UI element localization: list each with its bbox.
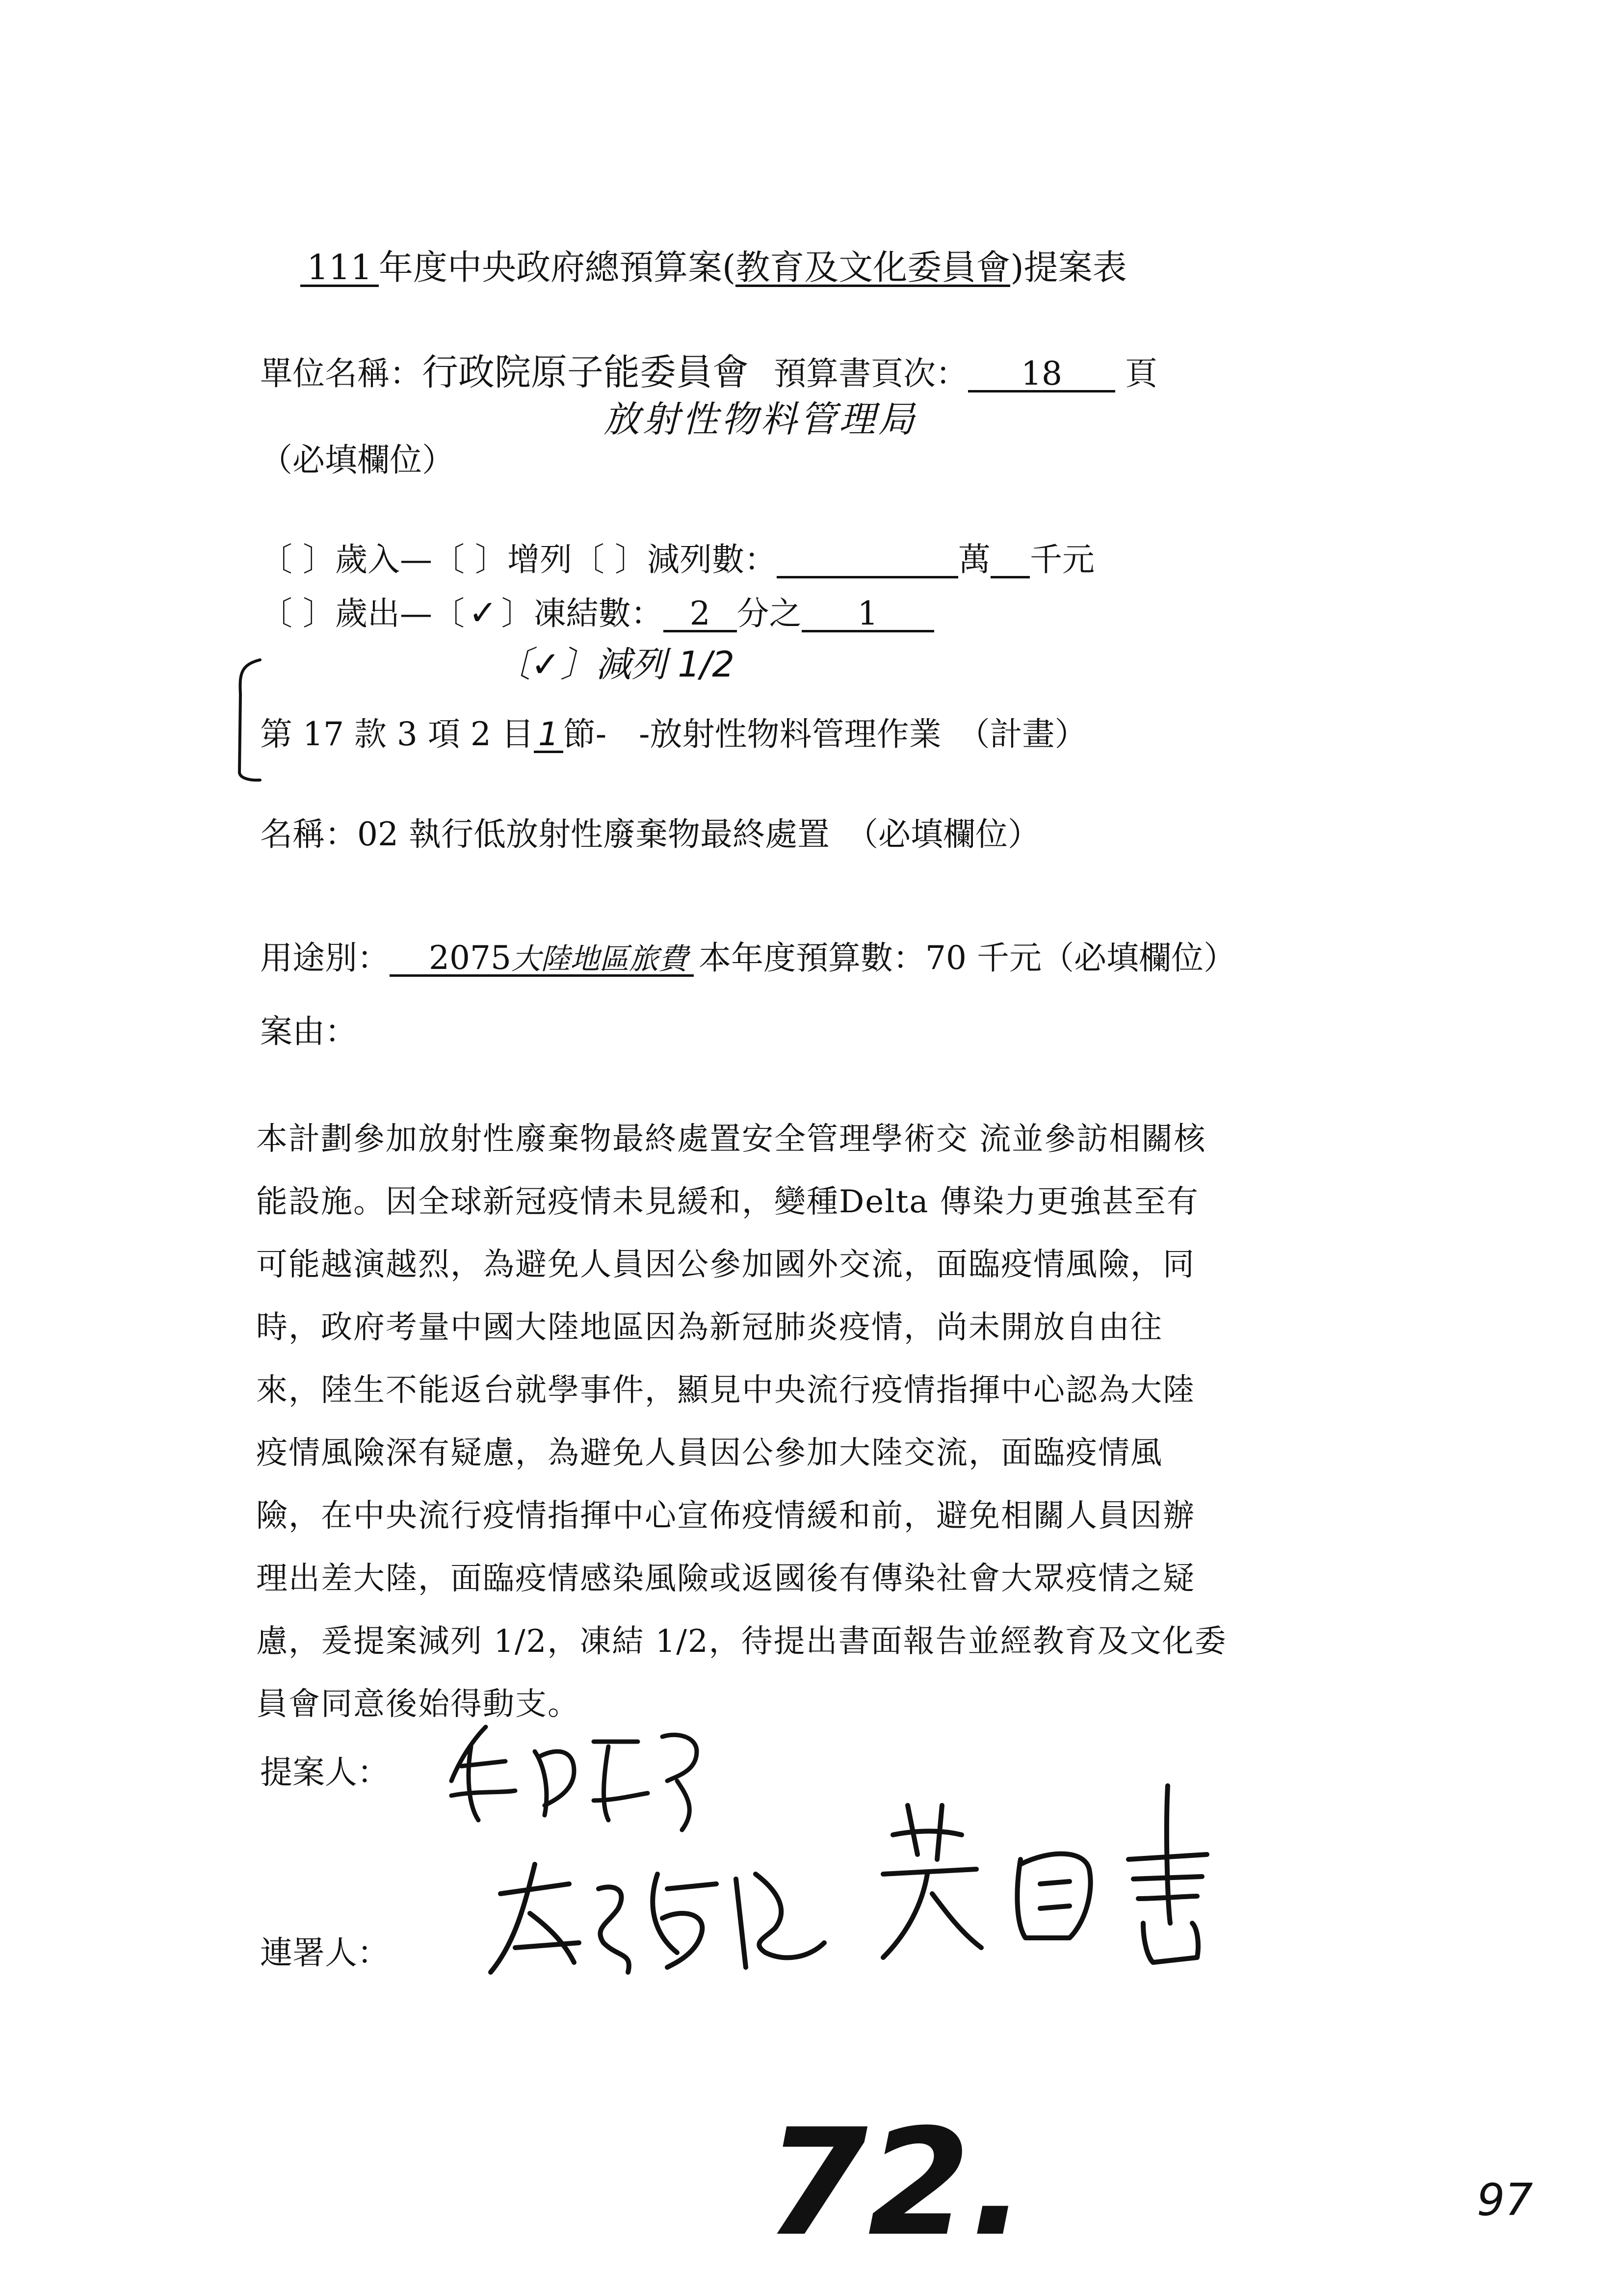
program-line xyxy=(260,715,1087,753)
reason-line: 能設施。因全球新冠疫情未見緩和，變種Delta 傳染力更強甚至有 xyxy=(256,1184,1199,1220)
reason-line: 可能越演越烈，為避免人員因公參加國外交流，面臨疫情風險，同 xyxy=(256,1247,1195,1283)
expense-prefix: 〔 〕歲出—〔 xyxy=(260,595,465,632)
usage-hand: 大陸地區旅費 xyxy=(511,942,688,976)
usage-code-field xyxy=(390,939,694,977)
expense-line xyxy=(260,593,934,633)
program-section-hand: 1 xyxy=(534,718,563,753)
corner-page-number: 97 xyxy=(1477,2174,1533,2226)
reason-line: 時，政府考量中國大陸地區因為新冠肺炎疫情，尚未開放自由往 xyxy=(256,1309,1163,1346)
page-label: 預算書頁次： xyxy=(773,355,968,392)
revenue-line xyxy=(260,541,1095,578)
reason-line: 理出差大陸，面臨疫情感染風險或返國後有傳染社會大眾疫情之疑 xyxy=(256,1561,1195,1597)
expense-checkmark: ✓ xyxy=(468,593,498,633)
cosigner-label: 連署人： xyxy=(260,1934,390,1972)
unit-name: 行政院原子能委員會 xyxy=(422,351,749,393)
reason-label: 案由： xyxy=(260,1013,357,1050)
page-unit: 頁 xyxy=(1125,355,1157,392)
required-note: （必填欄位） xyxy=(260,441,454,479)
handwritten-subunit: 放射性物料管理局 xyxy=(603,398,917,441)
handwritten-cut-note: 〔✓〕減列 1/2 xyxy=(496,644,735,685)
title-suffix: )提案表 xyxy=(1010,247,1127,287)
freeze-numerator: 2 xyxy=(663,598,737,632)
revenue-blank xyxy=(777,544,958,578)
usage-label: 用途別： xyxy=(260,939,390,977)
freeze-mid: 分之 xyxy=(736,595,802,632)
project-name: 名稱：02 執行低放射性廢棄物最終處置 （必填欄位） xyxy=(260,815,1040,853)
proposer-signature xyxy=(432,1707,746,1835)
title-prefix: 年度中央政府總預算案( xyxy=(379,247,736,287)
title-year: 111 xyxy=(300,250,379,287)
freeze-denominator: 1 xyxy=(802,598,934,632)
reason-line: 來，陸生不能返台就學事件，顯見中央流行疫情指揮中心認為大陸 xyxy=(256,1372,1195,1409)
handwritten-page-number: 72. xyxy=(765,2097,1026,2269)
expense-freeze: 〕凍結數： xyxy=(501,595,663,632)
revenue-wan: 萬 xyxy=(958,541,991,578)
reason-line: 慮，爰提案減列 1/2，凍結 1/2，待提出書面報告並經教育及文化委 xyxy=(256,1623,1227,1660)
revenue-options: 〔 〕歲入—〔 〕增列〔 〕減列數： xyxy=(260,541,777,578)
document-title xyxy=(300,247,1127,287)
cosigner-signature-2 xyxy=(854,1776,1227,1972)
cosigner-signature-1 xyxy=(471,1845,844,1992)
proposer-label: 提案人： xyxy=(260,1753,390,1791)
reason-line: 員會同意後始得動支。 xyxy=(256,1686,580,1722)
unit-label: 單位名稱： xyxy=(260,355,422,392)
revenue-blank-2 xyxy=(991,544,1030,578)
unit-line xyxy=(260,351,1157,393)
reason-body xyxy=(256,1114,1453,1742)
revenue-qian: 千元 xyxy=(1029,541,1095,578)
program-section-rest: 節- -放射性物料管理作業 （計畫） xyxy=(563,715,1087,753)
program-code: 第 17 款 3 項 2 目 xyxy=(260,715,534,753)
title-committee: 教育及文化委員會 xyxy=(735,247,1011,287)
usage-budget: 本年度預算數：70 千元（必填欄位） xyxy=(699,939,1236,977)
budget-page-number: 18 xyxy=(968,358,1115,392)
reason-line: 本計劃參加放射性廢棄物最終處置安全管理學術交 流並參訪相關核 xyxy=(256,1121,1206,1157)
usage-code: 2075 xyxy=(429,939,511,977)
usage-line xyxy=(260,939,1236,977)
reason-line: 疫情風險深有疑慮，為避免人員因公參加大陸交流，面臨疫情風 xyxy=(256,1435,1163,1471)
reason-line: 險，在中央流行疫情指揮中心宣佈疫情緩和前，避免相關人員因辦 xyxy=(256,1498,1195,1534)
